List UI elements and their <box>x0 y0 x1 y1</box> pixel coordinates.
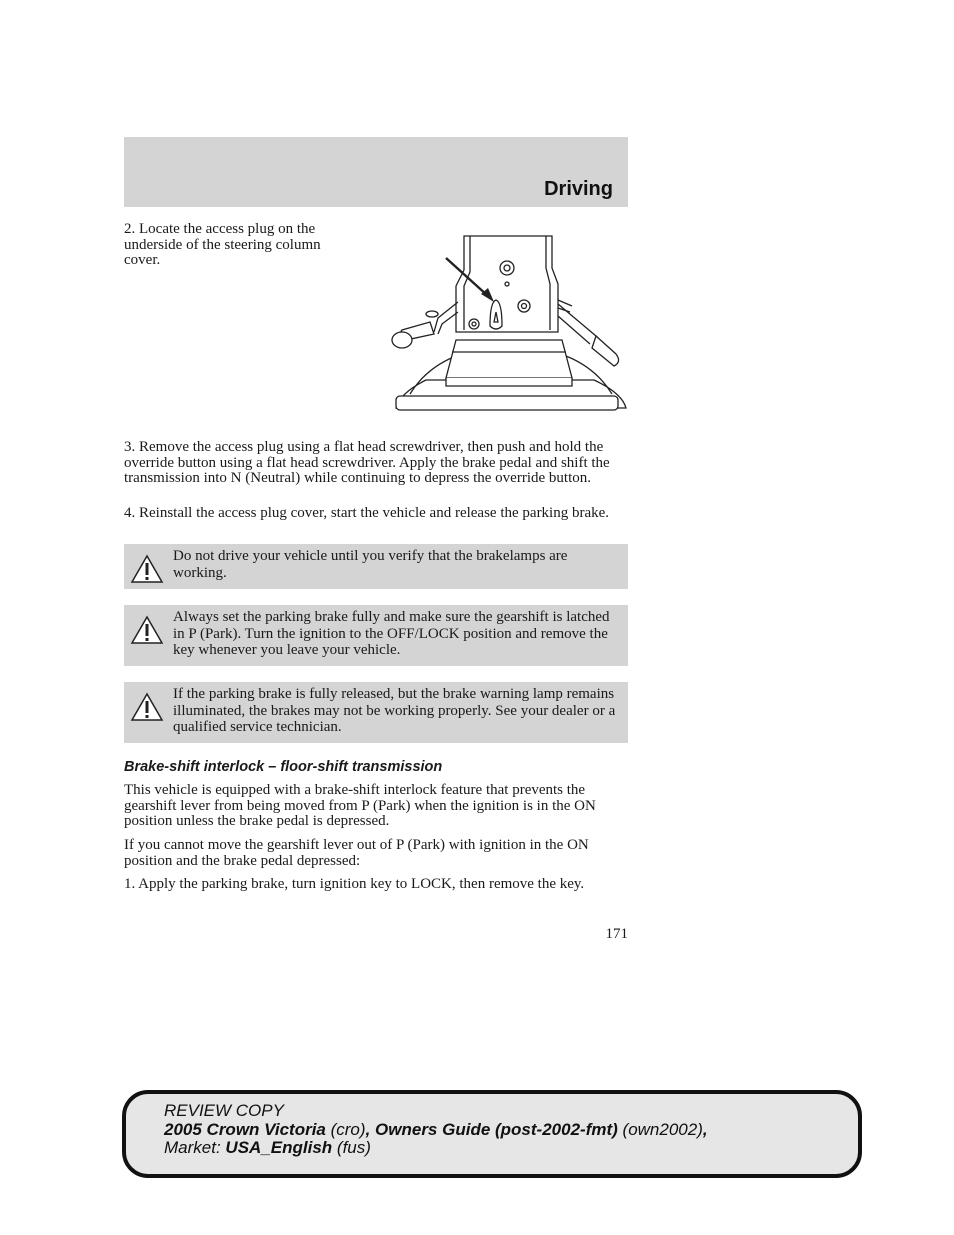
warning-text: Do not drive your vehicle until you verify that the brakelamps are working. <box>173 548 568 581</box>
interlock-paragraph-1: This vehicle is equipped with a brake-shift interlock feature that prevents the gearshift lever from being moved from P (Park) when the ignition is in the ON position unless the brake pedal is depressed. <box>124 782 596 829</box>
footer-market: USA_English <box>225 1138 333 1157</box>
review-copy-label: REVIEW COPY <box>164 1101 284 1120</box>
footer-market-code: (fus) <box>336 1138 371 1157</box>
footer-model-code: (cro) <box>330 1119 366 1139</box>
step-4-text: 4. Reinstall the access plug cover, start the vehicle and release the parking brake. <box>124 505 610 521</box>
footer-market-label: Market: <box>164 1138 221 1157</box>
footer-model: 2005 Crown Victoria <box>164 1119 326 1139</box>
warning-box-brakelamps <box>124 544 628 589</box>
warning-box-brake-lamp <box>124 682 628 743</box>
warning-text: Always set the parking brake fully and make sure the gearshift is latched in P (Park). Turn the ignition to the OFF/LOCK position and remove the key whenever you leave your vehicle. <box>173 609 610 658</box>
warning-box-parking-brake <box>124 605 628 666</box>
warning-text: If the parking brake is fully released, but the brake warning lamp remains illuminated, the brakes may not be working properly. See your dealer or a qualified service technician. <box>173 686 616 735</box>
step-3-text: 3. Remove the access plug using a flat head screwdriver, then push and hold the override button using a flat head screwdriver. Apply the brake pedal and shift the transmission into N (Neutral) while continuing to depress the override button. <box>124 439 610 486</box>
interlock-paragraph-2: If you cannot move the gearshift lever out of P (Park) with ignition in the ON position and the brake pedal depressed: <box>124 837 589 869</box>
interlock-step-1: 1. Apply the parking brake, turn ignition key to LOCK, then remove the key. <box>124 876 585 892</box>
section-title: Driving <box>544 178 613 200</box>
steering-column-illustration <box>386 228 634 416</box>
page-number: 171 <box>605 926 628 942</box>
warning-triangle-icon <box>130 554 164 584</box>
footer-guide: Owners Guide (post-2002-fmt) <box>375 1119 618 1139</box>
step-2-text: 2. Locate the access plug on the underside of the steering column cover. <box>124 221 321 268</box>
section-header-band <box>124 137 628 207</box>
warning-triangle-icon <box>130 692 164 722</box>
subsection-heading: Brake-shift interlock – floor-shift transmission <box>124 759 443 775</box>
warning-triangle-icon <box>130 615 164 645</box>
review-copy-footer <box>122 1090 862 1178</box>
footer-text: REVIEW COPY 2005 Crown Victoria (cro), Owners Guide (post-2002-fmt) (own2002), Market: USA_English (fus) <box>164 1101 708 1157</box>
footer-guide-code: (own2002) <box>622 1119 703 1139</box>
